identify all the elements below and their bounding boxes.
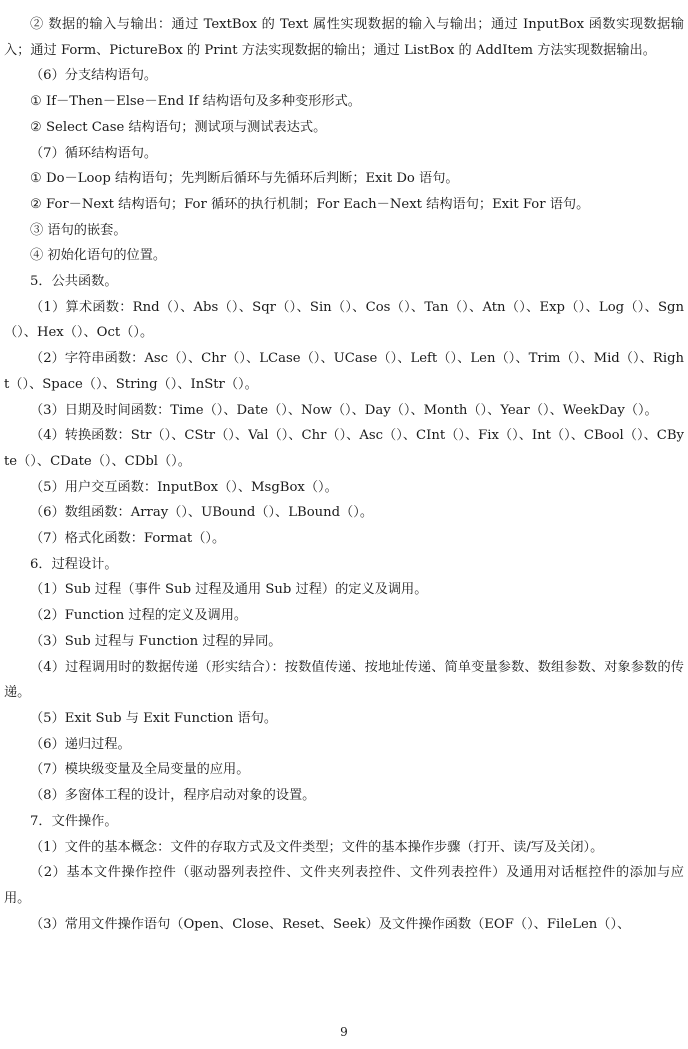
list-item: （2）基本文件操作控件（驱动器列表控件、文件夹列表控件、文件列表控件）及通用对话框控件的添加与应用。 bbox=[4, 865, 684, 906]
list-item: ③ 语句的嵌套。 bbox=[30, 222, 127, 238]
list-item: （8）多窗体工程的设计，程序启动对象的设置。 bbox=[30, 788, 316, 804]
list-item: ② For－Next 结构语句；For 循环的执行机制；For Each－Next 结构语句；Exit For 语句。 bbox=[30, 196, 590, 212]
section-heading-file-operations: 7．文件操作。 bbox=[30, 813, 118, 829]
list-item: ① If－Then－Else－End If 结构语句及多种变形形式。 bbox=[30, 94, 361, 110]
list-item: （6）递归过程。 bbox=[30, 736, 131, 752]
list-item: （4）过程调用时的数据传递（形实结合）：按数值传递、按地址传递、简单变量参数、数组参数、对象参数的传递。 bbox=[4, 659, 684, 701]
section-heading-functions: 5．公共函数。 bbox=[30, 274, 118, 290]
list-item: （3）常用文件操作语句（Open、Close、Reset、Seek）及文件操作函数（EOF（）、FileLen（）、 bbox=[30, 916, 631, 932]
list-item: ④ 初始化语句的位置。 bbox=[30, 248, 167, 264]
list-item: （5）用户交互函数：InputBox（）、MsgBox（）。 bbox=[30, 479, 338, 495]
list-item: （4）转换函数：Str（）、CStr（）、Val（）、Chr（）、Asc（）、CInt（）、Fix（）、Int（）、CBool（）、CByte（）、CDate（）、CDbl（）。 bbox=[4, 428, 684, 469]
list-item: （3）日期及时间函数：Time（）、Date（）、Now（）、Day（）、Month（）、Year（）、WeekDay（）。 bbox=[30, 402, 658, 418]
section-heading-procedures: 6．过程设计。 bbox=[30, 556, 118, 572]
page-number: 9 bbox=[340, 1025, 348, 1039]
list-item: （1）文件的基本概念：文件的存取方式及文件类型；文件的基本操作步骤（打开、读/写及关闭）。 bbox=[30, 839, 604, 855]
list-item: （3）Sub 过程与 Function 过程的异同。 bbox=[30, 633, 282, 649]
list-item: ① Do－Loop 结构语句；先判断后循环与先循环后判断；Exit Do 语句。 bbox=[30, 171, 459, 187]
paragraph-io-methods: ② 数据的输入与输出：通过 TextBox 的 Text 属性实现数据的输入与输出；通过 InputBox 函数实现数据输入；通过 Form、PictureBox 的 Print 方法实现数据的输出；通过 ListBox 的 AddItem 方法实现数据输出。 bbox=[4, 17, 684, 58]
list-item: （1）Sub 过程（事件 Sub 过程及通用 Sub 过程）的定义及调用。 bbox=[30, 582, 428, 598]
heading-loop-statements: （7）循环结构语句。 bbox=[30, 145, 158, 161]
list-item: （7）模块级变量及全局变量的应用。 bbox=[30, 762, 250, 778]
heading-branch-statements: （6）分支结构语句。 bbox=[30, 68, 158, 84]
list-item: （5）Exit Sub 与 Exit Function 语句。 bbox=[30, 710, 278, 726]
list-item: （7）格式化函数：Format（）。 bbox=[30, 531, 226, 547]
list-item: （2）字符串函数：Asc（）、Chr（）、LCase（）、UCase（）、Left（）、Len（）、Trim（）、Mid（）、Right（）、Space（）、String（）、InStr（）。 bbox=[4, 351, 684, 392]
list-item: ② Select Case 结构语句；测试项与测试表达式。 bbox=[30, 119, 327, 135]
list-item: （1）算术函数：Rnd（）、Abs（）、Sqr（）、Sin（）、Cos（）、Tan（）、Atn（）、Exp（）、Log（）、Sgn（）、Hex（）、Oct（）。 bbox=[4, 299, 684, 341]
body-text bbox=[0, 12, 688, 937]
list-item: （2）Function 过程的定义及调用。 bbox=[30, 608, 248, 624]
list-item: （6）数组函数：Array（）、UBound（）、LBound（）。 bbox=[30, 505, 374, 521]
